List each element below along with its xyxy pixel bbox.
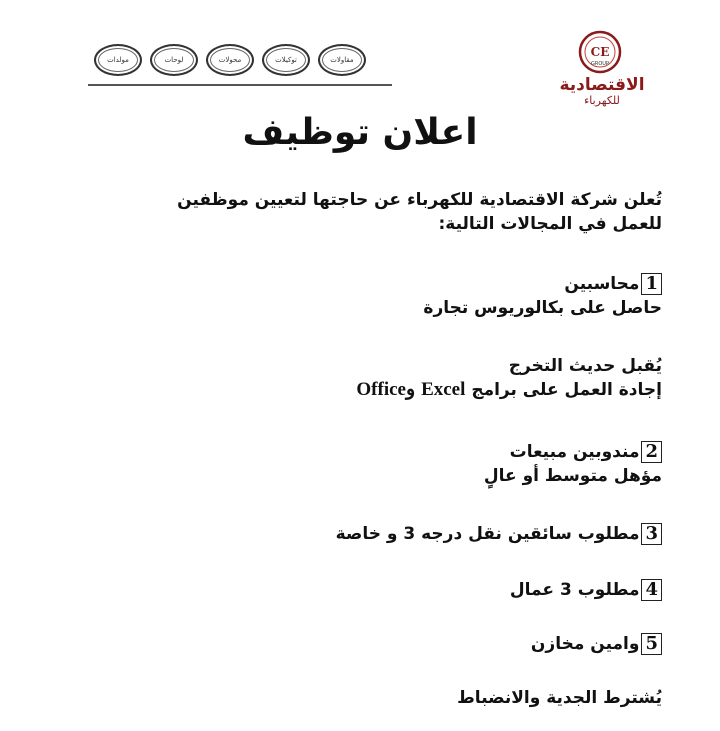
item-number: 5 [641, 633, 662, 655]
section-storekeepers [531, 632, 662, 656]
pill-generators: مولدات [94, 44, 142, 76]
section-heading: محاسبين [564, 274, 640, 294]
logo-name: الاقتصادية [559, 75, 645, 95]
logo-emblem-icon [578, 30, 622, 74]
svg-text:CE: CE [590, 45, 610, 59]
item-number: 2 [641, 441, 662, 463]
section-heading: وامين مخازن [530, 634, 640, 654]
section-sales-reps [484, 440, 662, 488]
pill-panels: لوحات [150, 44, 198, 76]
item-number: 3 [641, 523, 662, 545]
section-heading: مندوبين مبيعات [509, 442, 640, 462]
pill-contracting: مقاولات [318, 44, 366, 76]
service-pills [94, 44, 366, 76]
pill-transformers: محولات [206, 44, 254, 76]
item-number: 4 [641, 579, 662, 601]
section-graduates [356, 354, 662, 402]
company-logo [556, 30, 648, 120]
section-heading: مطلوب سائقين نقل درجه 3 و خاصة [335, 524, 640, 544]
header-rule [88, 84, 392, 86]
section-requirement: إجادة العمل على برامج Excel وOffice [356, 379, 662, 400]
intro-text: تُعلن شركة الاقتصادية للكهرباء عن حاجتها لتعيين موظفين للعمل في المجالات التالية: [177, 190, 662, 234]
page-title: اعلان توظيف [242, 112, 478, 153]
section-heading: يُقبل حديث التخرج [508, 356, 662, 376]
section-accountants [423, 272, 662, 320]
pill-agencies: توكيلات [262, 44, 310, 76]
section-drivers [336, 522, 662, 546]
logo-subtitle: للكهرباء [584, 94, 620, 107]
svg-text:GROUP: GROUP [591, 61, 609, 67]
section-requirement: مؤهل متوسط أو عالٍ [483, 466, 662, 486]
section-heading: مطلوب 3 عمال [509, 580, 640, 600]
footer-note: يُشترط الجدية والانضباط [457, 688, 662, 708]
item-number: 1 [641, 273, 662, 295]
section-workers [510, 578, 662, 602]
section-requirement: حاصل على بكالوريوس تجارة [423, 298, 662, 318]
